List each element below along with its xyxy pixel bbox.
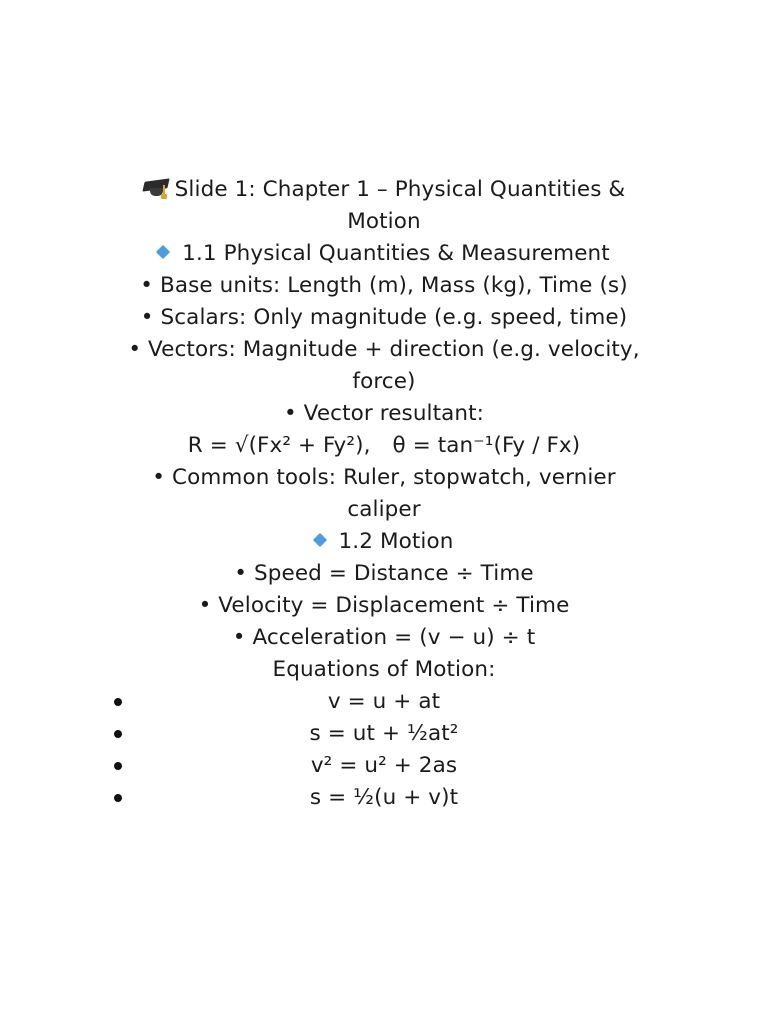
equation-text: v² = u² + 2as (310, 753, 458, 778)
slide-title-continued: Motion (347, 209, 421, 234)
list-item: • Base units: Length (m), Mass (kg), Time (s) (140, 273, 628, 298)
equation-text: s = ½(u + v)t (309, 785, 459, 810)
list-item: • Velocity = Displacement ÷ Time (198, 593, 570, 618)
list-item: • Vectors: Magnitude + direction (e.g. velocity, (128, 337, 640, 362)
equation-item (100, 750, 668, 782)
slide-title-text: Slide 1: Chapter 1 – Physical Quantities & (174, 177, 626, 202)
equations-heading: Equations of Motion: (272, 657, 496, 682)
list-item-continued: caliper (347, 497, 421, 522)
equations-list (100, 686, 668, 814)
bullet-icon (114, 730, 122, 738)
slide-document (100, 174, 668, 814)
list-item: • Scalars: Only magnitude (e.g. speed, time) (140, 305, 628, 330)
equation-text: s = ut + ½at² (309, 721, 459, 746)
formula-line (100, 430, 668, 462)
section-heading-1 (100, 238, 668, 270)
formula-angle: θ = tan⁻¹(Fy / Fx) (392, 433, 581, 458)
list-item-continued: force) (352, 369, 416, 394)
bullet-icon (114, 698, 122, 706)
section-heading-2 (100, 526, 668, 558)
list-item: • Acceleration = (v − u) ÷ t (232, 625, 536, 650)
section-heading-1-text: 1.1 Physical Quantities & Measurement (182, 241, 610, 266)
equation-item (100, 686, 668, 718)
section-heading-2-text: 1.2 Motion (338, 529, 454, 554)
list-item: • Common tools: Ruler, stopwatch, vernier (152, 465, 616, 490)
list-item: • Vector resultant: (283, 401, 485, 426)
slide-title (100, 174, 668, 206)
graduation-cap-icon (143, 177, 169, 199)
blue-diamond-icon (312, 533, 326, 547)
equation-item (100, 718, 668, 750)
equation-item (100, 782, 668, 814)
list-item: • Speed = Distance ÷ Time (234, 561, 534, 586)
bullet-icon (114, 762, 122, 770)
blue-diamond-icon (156, 245, 170, 259)
formula-resultant: R = √(Fx² + Fy²), (187, 433, 371, 458)
equation-text: v = u + at (327, 689, 441, 714)
bullet-icon (114, 794, 122, 802)
